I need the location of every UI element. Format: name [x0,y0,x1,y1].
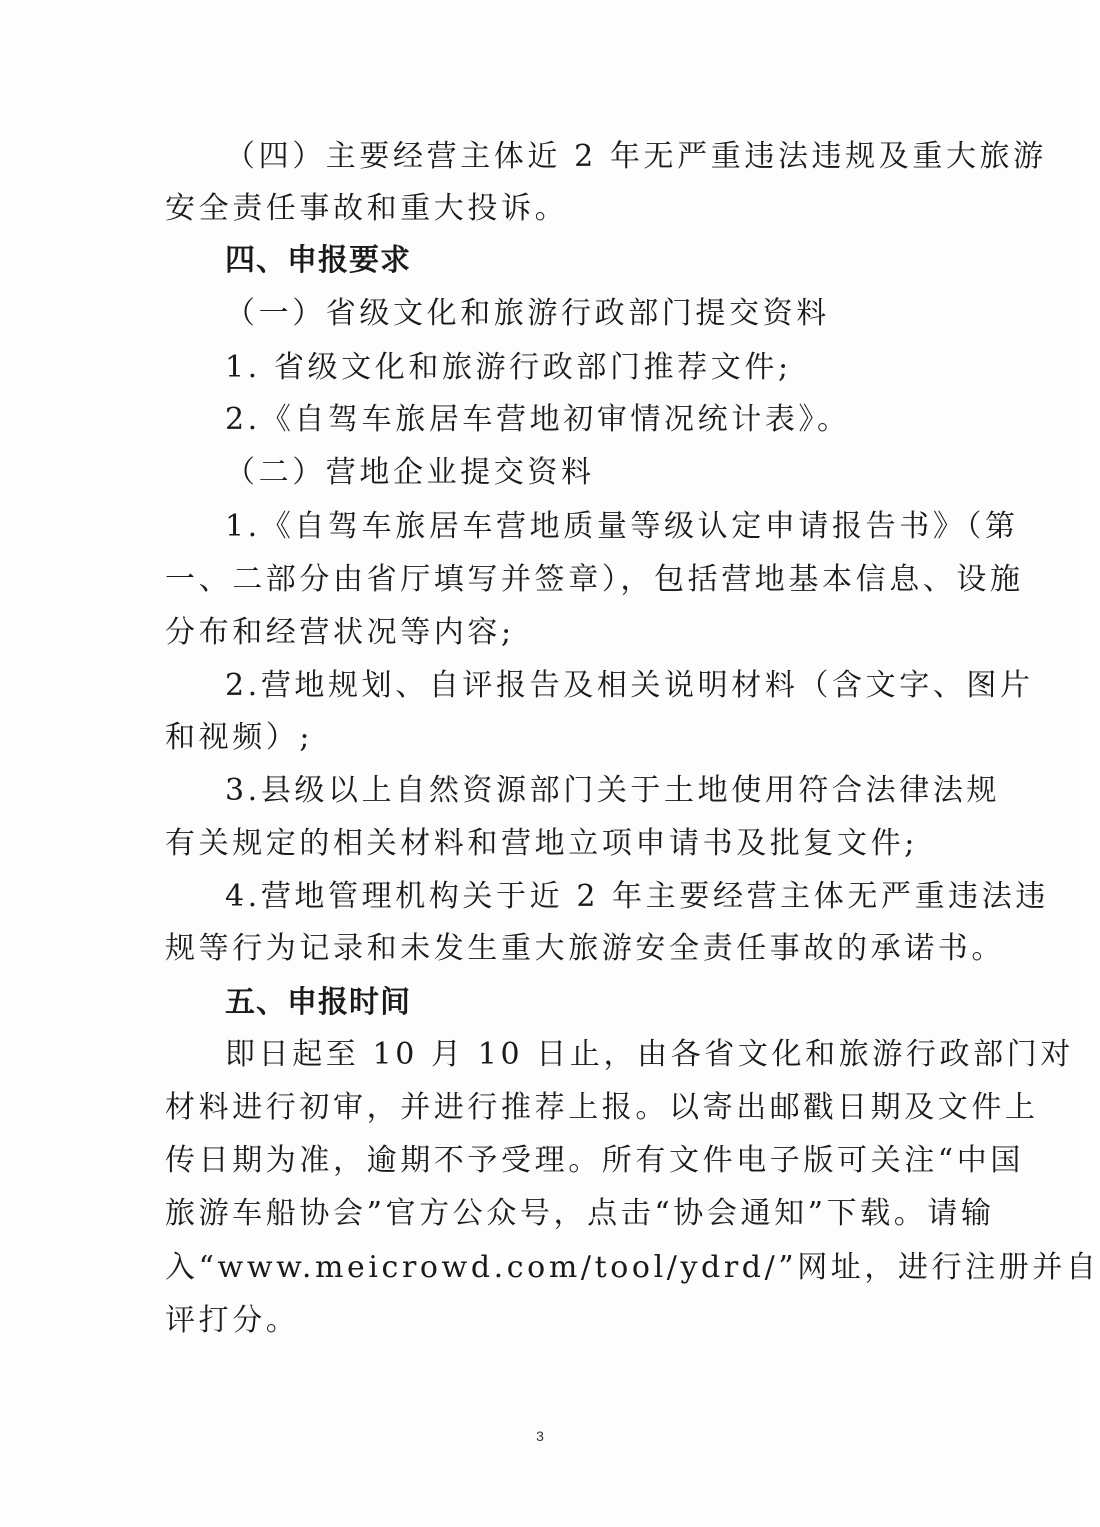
subsection-heading: （二）营地企业提交资料 [225,455,595,490]
paragraph-line: 即日起至 10 月 10 日止，由各省文化和旅游行政部门对 [225,1037,1074,1072]
list-item: 3.县级以上自然资源部门关于土地使用符合法律法规 [225,773,1001,808]
list-item: 2.营地规划、自评报告及相关说明材料（含文字、图片 [225,668,1034,703]
section-heading-5: 五、申报时间 [225,985,411,1020]
paragraph-line: 分布和经营状况等内容; [165,615,515,650]
paragraph-line: 和视频）; [165,720,314,755]
paragraph-line: 安全责任事故和重大投诉。 [165,191,569,226]
page-number: 3 [536,1428,544,1444]
paragraph-line: 旅游车船协会”官方公众号，点击“协会通知”下载。请输 [165,1196,995,1231]
paragraph-line: 评打分。 [165,1303,300,1338]
list-item: 1. 省级文化和旅游行政部门推荐文件; [225,350,792,385]
paragraph-line: 入“www.meicrowd.com/tool/ydrd/”网址，进行注册并自 [165,1250,1100,1285]
list-item: 1.《自驾车旅居车营地质量等级认定申请报告书》（第 [225,509,1019,544]
section-heading-4: 四、申报要求 [225,243,411,278]
paragraph-line: 有关规定的相关材料和营地立项申请书及批复文件; [165,826,918,861]
paragraph-line: 材料进行初审，并进行推荐上报。以寄出邮戳日期及文件上 [165,1090,1039,1125]
paragraph-line: 规等行为记录和未发生重大旅游安全责任事故的承诺书。 [165,931,1005,966]
paragraph-line: （四）主要经营主体近 2 年无严重违法违规及重大旅游 [225,139,1047,174]
list-item: 2.《自驾车旅居车营地初审情况统计表》。 [225,402,851,437]
subsection-heading: （一）省级文化和旅游行政部门提交资料 [225,296,830,331]
paragraph-line: 传日期为准，逾期不予受理。所有文件电子版可关注“中国 [165,1143,1024,1178]
list-item: 4.营地管理机构关于近 2 年主要经营主体无严重违法违 [225,879,1049,914]
paragraph-line: 一、二部分由省厅填写并签章），包括营地基本信息、设施 [165,562,1024,597]
